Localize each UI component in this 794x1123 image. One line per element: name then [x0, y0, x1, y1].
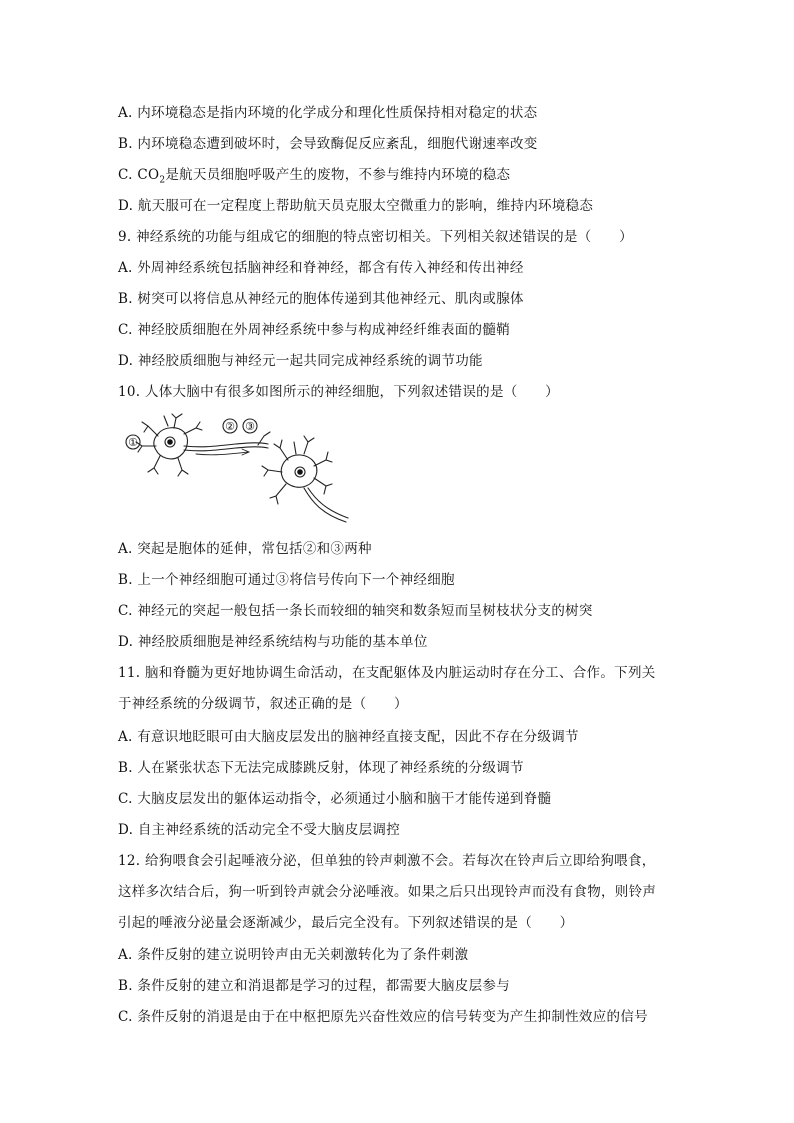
q8-option-a: A. 内环境稳态是指内环境的化学成分和理化性质保持相对稳定的状态 [118, 105, 538, 121]
q9-stem: 9. 神经系统的功能与组成它的细胞的特点密切相关。下列相关叙述错误的是（ ） [118, 229, 633, 245]
q9-option-c: C. 神经胶质细胞在外周神经系统中参与构成神经纤维表面的髓鞘 [118, 322, 510, 338]
q9-option-a: A. 外周神经系统包括脑神经和脊神经，都含有传入神经和传出神经 [118, 260, 524, 276]
label-2: ② [225, 420, 235, 433]
neuron-diagram [118, 412, 353, 530]
q9-option-d: D. 神经胶质细胞与神经元一起共同完成神经系统的调节功能 [118, 353, 483, 369]
q11-option-d: D. 自主神经系统的活动完全不受大脑皮层调控 [118, 822, 401, 838]
q12-option-a: A. 条件反射的建立说明铃声由无关刺激转化为了条件刺激 [118, 947, 469, 963]
q8-option-c-prefix: C. CO [118, 167, 160, 183]
q10-option-d: D. 神经胶质细胞是神经系统结构与功能的基本单位 [118, 634, 428, 650]
q11-stem-line-2: 于神经系统的分级调节，叙述正确的是（ ） [118, 696, 408, 712]
q10-option-a: A. 突起是胞体的延伸，常包括②和③两种 [118, 541, 372, 557]
q11-option-b: B. 人在紧张状态下无法完成膝跳反射，体现了神经系统的分级调节 [118, 760, 524, 776]
neuron-figure [118, 412, 353, 530]
label-1: ① [128, 436, 138, 449]
q11-option-a: A. 有意识地眨眼可由大脑皮层发出的脑神经直接支配，因此不存在分级调节 [118, 729, 579, 745]
q12-option-b: B. 条件反射的建立和消退都是学习的过程，都需要大脑皮层参与 [118, 978, 511, 994]
q11-stem-line-1: 11. 脑和脊髓为更好地协调生命活动，在支配躯体及内脏运动时存在分工、合作。下列关 [118, 665, 656, 681]
q10-stem: 10. 人体大脑中有很多如图所示的神经细胞，下列叙述错误的是（ ） [118, 384, 559, 400]
q12-stem-line-1: 12. 给狗喂食会引起唾液分泌，但单独的铃声刺激不会。若每次在铃声后立即给狗喂食， [118, 853, 656, 869]
q8-option-c-suffix: 是航天员细胞呼吸产生的废物，不参与维持内环境的稳态 [165, 167, 511, 183]
q11-option-c: C. 大脑皮层发出的躯体运动指令，必须通过小脑和脑干才能传递到脊髓 [118, 791, 552, 807]
label-3: ③ [245, 420, 255, 433]
subscript-2: 2 [159, 175, 166, 186]
q9-option-b: B. 树突可以将信息从神经元的胞体传递到其他神经元、肌肉或腺体 [118, 291, 524, 307]
q10-option-c: C. 神经元的突起一般包括一条长而较细的轴突和数条短而呈树枝状分支的树突 [118, 603, 593, 619]
q8-option-d: D. 航天服可在一定程度上帮助航天员克服太空微重力的影响，维持内环境稳态 [118, 198, 594, 214]
q10-option-b: B. 上一个神经细胞可通过③将信号传向下一个神经细胞 [118, 572, 455, 588]
q12-stem-line-2: 这样多次结合后，狗一听到铃声就会分泌唾液。如果之后只出现铃声而没有食物，则铃声 [118, 884, 657, 900]
q8-option-c [118, 166, 510, 190]
q8-option-b: B. 内环境稳态遭到破坏时，会导致酶促反应紊乱，细胞代谢速率改变 [118, 136, 538, 152]
q12-option-c: C. 条件反射的消退是由于在中枢把原先兴奋性效应的信号转变为产生抑制性效应的信号 [118, 1009, 648, 1025]
q12-stem-line-3: 引起的唾液分泌量会逐渐减少，最后完全没有。下列叙述错误的是（ ） [118, 915, 574, 931]
